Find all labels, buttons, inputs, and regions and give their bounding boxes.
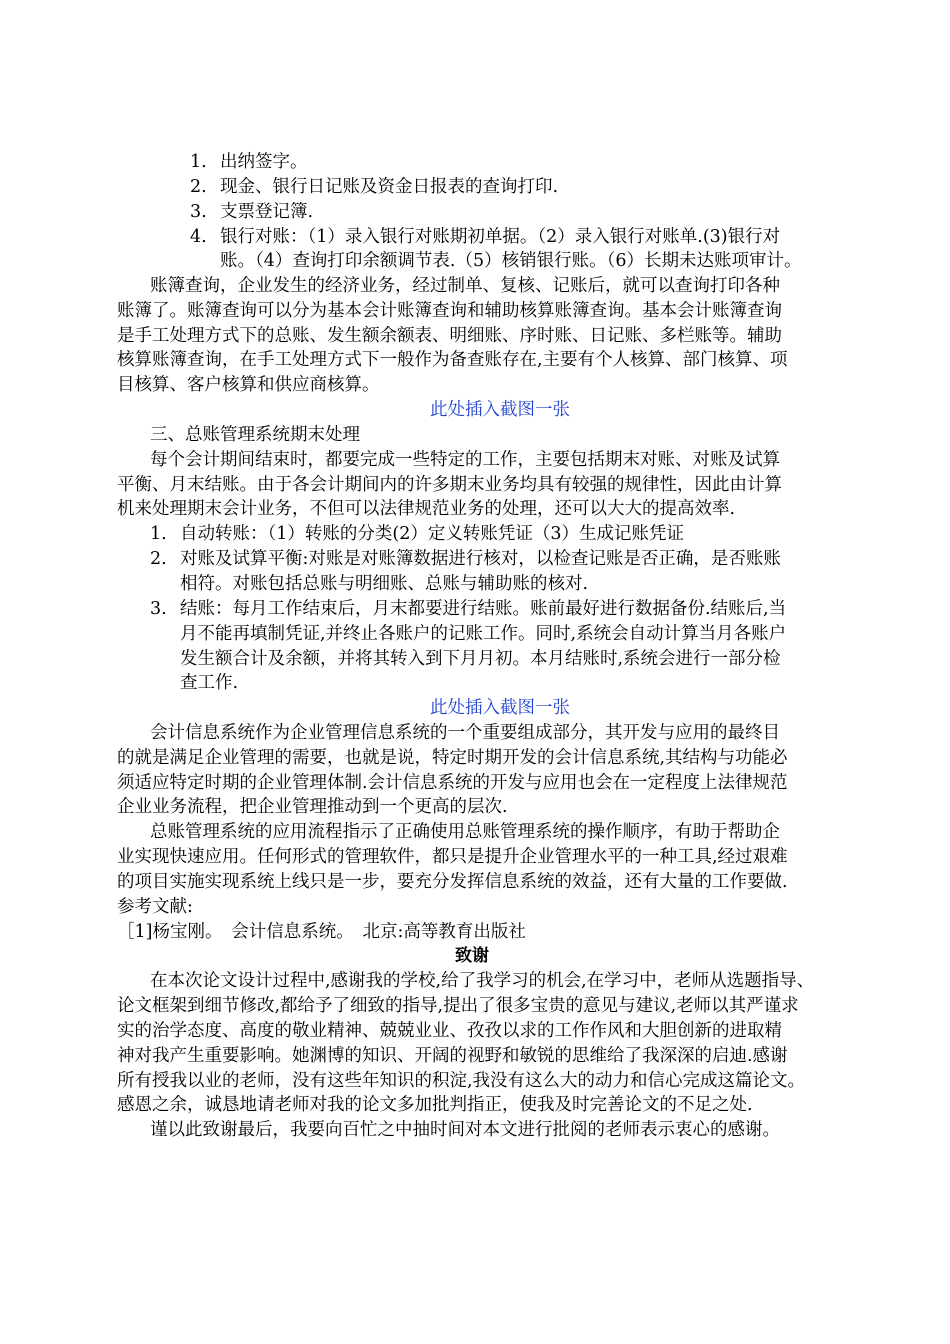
section-heading: 三、总账管理系统期末处理 [150,425,360,445]
list-item: 3. 支票登记簿. [190,202,314,222]
list-item-continuation: 月不能再填制凭证,并终止各账户的记账工作。同时,系统会自动计算当月各账户 [180,624,787,644]
paragraph-line: 谨以此致谢最后，我要向百忙之中抽时间对本文进行批阅的老师表示衷心的感谢。 [150,1120,780,1140]
paragraph-line: 的项目实施实现系统上线只是一步，要充分发挥信息系统的效益，还有大量的工作要做. [117,872,788,892]
acknowledgement-heading: 致谢 [455,946,489,966]
paragraph-line: 账簿查询，企业发生的经济业务，经过制单、复核、记账后，就可以查询打印各种 [150,276,780,296]
paragraph-line: 论文框架到细节修改,都给予了细致的指导,提出了很多宝贵的意见与建议,老师以其严谨求 [117,996,799,1016]
paragraph-line: 核算账簿查询，在手工处理方式下一般作为备查账存在,主要有个人核算、部门核算、项 [117,350,788,370]
list-item: 4. 银行对账：（1）录入银行对账期初单据。（2）录入银行对账单.(3)银行对 [190,227,781,247]
list-item: 2. 现金、银行日记账及资金日报表的查询打印. [190,177,559,197]
paragraph-line: 账簿了。账簿查询可以分为基本会计账簿查询和辅助核算账簿查询。基本会计账簿查询 [117,301,782,321]
paragraph-line: 企业业务流程，把企业管理推动到一个更高的层次. [117,797,508,817]
paragraph-line: 在本次论文设计过程中,感谢我的学校,给了我学习的机会,在学习中，老师从选题指导、 [150,971,815,991]
list-item-continuation: 账。（4）查询打印余额调节表.（5）核销银行账。（6）长期未达账项审计。 [220,251,802,271]
list-item: 1. 自动转账：（1）转账的分类(2）定义转账凭证（3）生成记账凭证 [150,524,684,544]
references-heading: 参考文献: [117,897,193,917]
screenshot-placeholder: 此处插入截图一张 [430,400,570,420]
paragraph-line: 总账管理系统的应用流程指示了正确使用总账管理系统的操作顺序，有助于帮助企 [150,822,780,842]
paragraph-line: 实的治学态度、高度的敬业精神、兢兢业业、孜孜以求的工作作风和大胆创新的进取精 [117,1021,782,1041]
paragraph-line: 神对我产生重要影响。她渊博的知识、开阔的视野和敏锐的思维给了我深深的启迪.感谢 [117,1046,788,1066]
paragraph-line: 业实现快速应用。任何形式的管理软件，都只是提升企业管理水平的一种工具,经过艰难 [117,847,788,867]
paragraph-line: 感恩之余，诚恳地请老师对我的论文多加批判指正，使我及时完善论文的不足之处. [117,1095,753,1115]
paragraph-line: 会计信息系统作为企业管理信息系统的一个重要组成部分，其开发与应用的最终目 [150,723,780,743]
paragraph-line: 的就是满足企业管理的需要，也就是说，特定时期开发的会计信息系统,其结构与功能必 [117,748,788,768]
list-item: 1. 出纳签字。 [190,152,308,172]
list-item-continuation: 发生额合计及余额，并将其转入到下月月初。本月结账时,系统会进行一部分检 [180,649,781,669]
paragraph-line: 是手工处理方式下的总账、发生额余额表、明细账、序时账、日记账、多栏账等。辅助 [117,326,782,346]
paragraph-line: 机来处理期末会计业务，不但可以法律规范业务的处理，还可以大大的提高效率. [117,499,736,519]
list-item: 2. 对账及试算平衡:对账是对账簿数据进行核对，以检查记账是否正确，是否账账 [150,549,781,569]
screenshot-placeholder: 此处插入截图一张 [430,698,570,718]
list-item-continuation: 查工作. [180,673,239,693]
list-item-continuation: 相符。对账包括总账与明细账、总账与辅助账的核对. [180,574,589,594]
paragraph-line: 每个会计期间结束时，都要完成一些特定的工作，主要包括期末对账、对账及试算 [150,450,780,470]
reference-item: ［1]杨宝刚。 会计信息系统。 北京:高等教育出版社 [117,922,526,942]
paragraph-line: 平衡、月末结账。由于各会计期间内的许多期末业务均具有较强的规律性，因此由计算 [117,475,782,495]
paragraph-line: 须适应特定时期的企业管理体制.会计信息系统的开发与应用也会在一定程度上法律规范 [117,773,788,793]
paragraph-line: 目核算、客户核算和供应商核算。 [117,375,380,395]
list-item: 3. 结账：每月工作结束后，月末都要进行结账。账前最好进行数据备份.结账后,当 [150,599,787,619]
paragraph-line: 所有授我以业的老师，没有这些年知识的积淀,我没有这么大的动力和信心完成这篇论文。 [117,1071,806,1091]
